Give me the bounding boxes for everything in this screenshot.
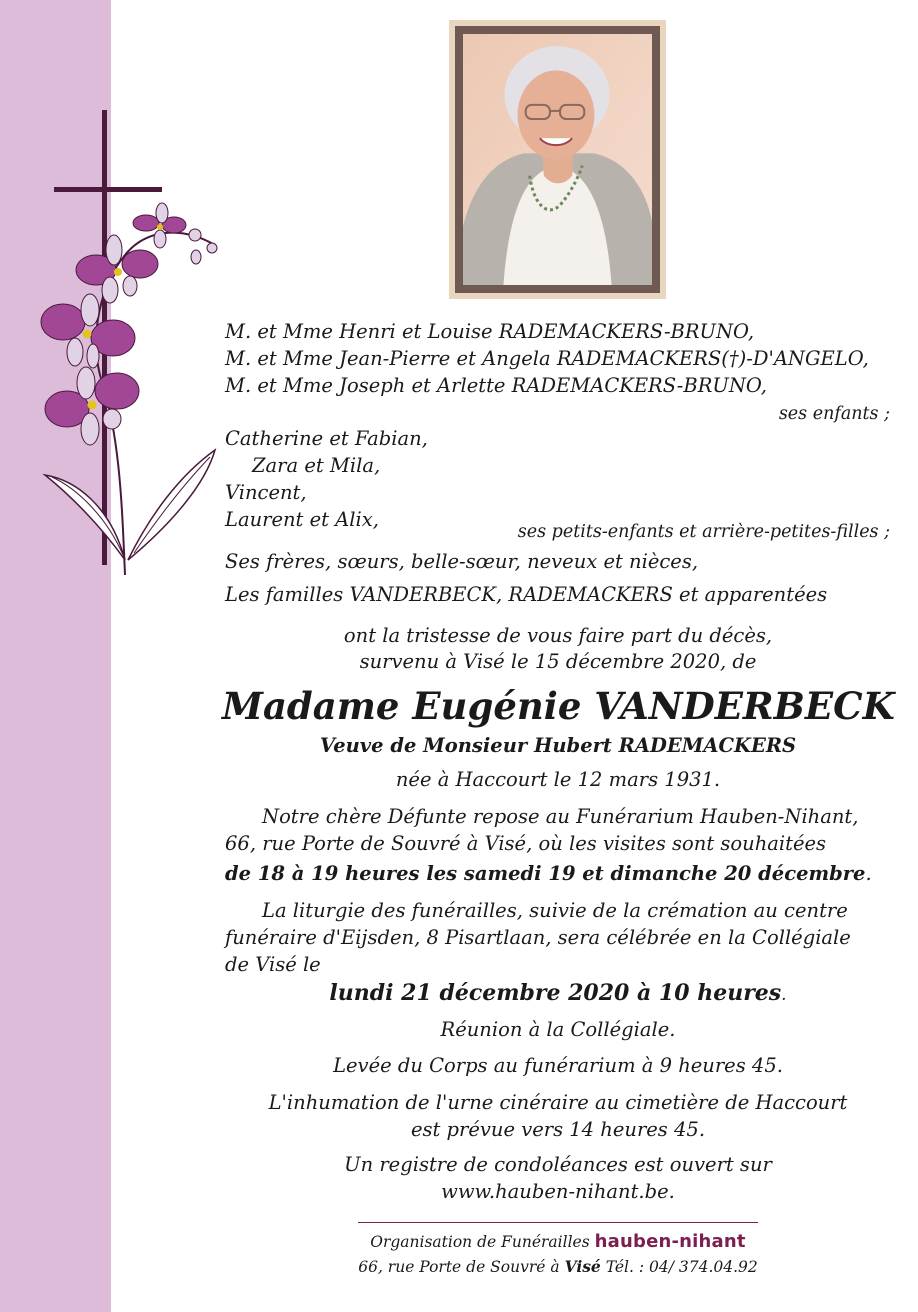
footer-city: Visé <box>564 1257 601 1276</box>
birth-info: née à Haccourt le 12 mars 1931. <box>395 768 721 791</box>
deceased-name: Madame Eugénie VANDERBECK <box>222 684 895 728</box>
children-line-1: M. et Mme Henri et Louise RADEMACKERS-BRUNO, <box>225 320 755 343</box>
registry-url: www.hauben-nihant.be. <box>441 1180 675 1203</box>
widow-of: Veuve de Monsieur Hubert RADEMACKERS <box>319 734 797 757</box>
grandchildren-label: ses petits-enfants et arrière-petites-filles ; <box>517 522 890 542</box>
portrait-frame <box>449 20 666 299</box>
grandchildren-line-4: Laurent et Alix, <box>225 508 379 531</box>
inhumation-line-1: L'inhumation de l'urne cinéraire au cimetière de Haccourt <box>268 1091 848 1114</box>
announcement-line-1: ont la tristesse de vous faire part du décès, <box>343 624 773 647</box>
funeral-line-2: funéraire d'Eijsden, 8 Pisartlaan, sera célébrée en la Collégiale <box>225 926 851 949</box>
footer-address <box>338 1257 778 1276</box>
footer-address-prefix: 66, rue Porte de Souvré à <box>358 1258 560 1276</box>
footer-phone: Tél. : 04/ 374.04.92 <box>605 1258 758 1276</box>
footer-org-prefix: Organisation de Funérailles <box>370 1233 590 1251</box>
inhumation-line-2: est prévue vers 14 heures 45. <box>410 1118 706 1141</box>
visitation-line-1: Notre chère Défunte repose au Funérarium Hauben-Nihant, <box>262 805 859 828</box>
children-line-2: M. et Mme Jean-Pierre et Angela RADEMACKERS(†)-D'ANGELO, <box>225 347 869 370</box>
funeral-line-3: de Visé le <box>225 953 321 976</box>
grandchildren-line-2: Zara et Mila, <box>252 454 381 477</box>
funeral-line-1: La liturgie des funérailles, suivie de la crémation au centre <box>262 899 848 922</box>
meeting-info: Réunion à la Collégiale. <box>440 1018 676 1041</box>
visitation-line-2: 66, rue Porte de Souvré à Visé, où les visites sont souhaitées <box>225 832 827 855</box>
visitation-hours-end: . <box>865 862 872 885</box>
children-label: ses enfants ; <box>778 404 890 424</box>
levee-info: Levée du Corps au funérarium à 9 heures 45. <box>333 1054 783 1077</box>
cross-orchid-decoration <box>30 105 230 575</box>
announcement-line-2: survenu à Visé le 15 décembre 2020, de <box>359 650 757 673</box>
visitation-hours <box>225 862 872 885</box>
funeral-date-end: . <box>781 985 787 1005</box>
others-line-1: Ses frères, sœurs, belle-sœur, neveux et nièces, <box>225 550 699 573</box>
footer-divider <box>358 1222 758 1223</box>
grandchildren-line-3: Vincent, <box>225 481 307 504</box>
others-line-2: Les familles VANDERBECK, RADEMACKERS et apparentées <box>225 583 828 606</box>
grandchildren-line-1: Catherine et Fabian, <box>225 427 428 450</box>
registry-line-1: Un registre de condoléances est ouvert sur <box>344 1153 772 1176</box>
visitation-hours-text: de 18 à 19 heures les samedi 19 et dimanche 20 décembre <box>225 862 866 885</box>
footer-organisation <box>358 1231 758 1252</box>
children-line-3: M. et Mme Joseph et Arlette RADEMACKERS-BRUNO, <box>225 374 767 397</box>
portrait-photo <box>463 34 652 285</box>
brand-logo-text: hauben-nihant <box>594 1231 746 1252</box>
funeral-date-text: lundi 21 décembre 2020 à 10 heures <box>329 980 782 1006</box>
funeral-date <box>222 980 894 1006</box>
